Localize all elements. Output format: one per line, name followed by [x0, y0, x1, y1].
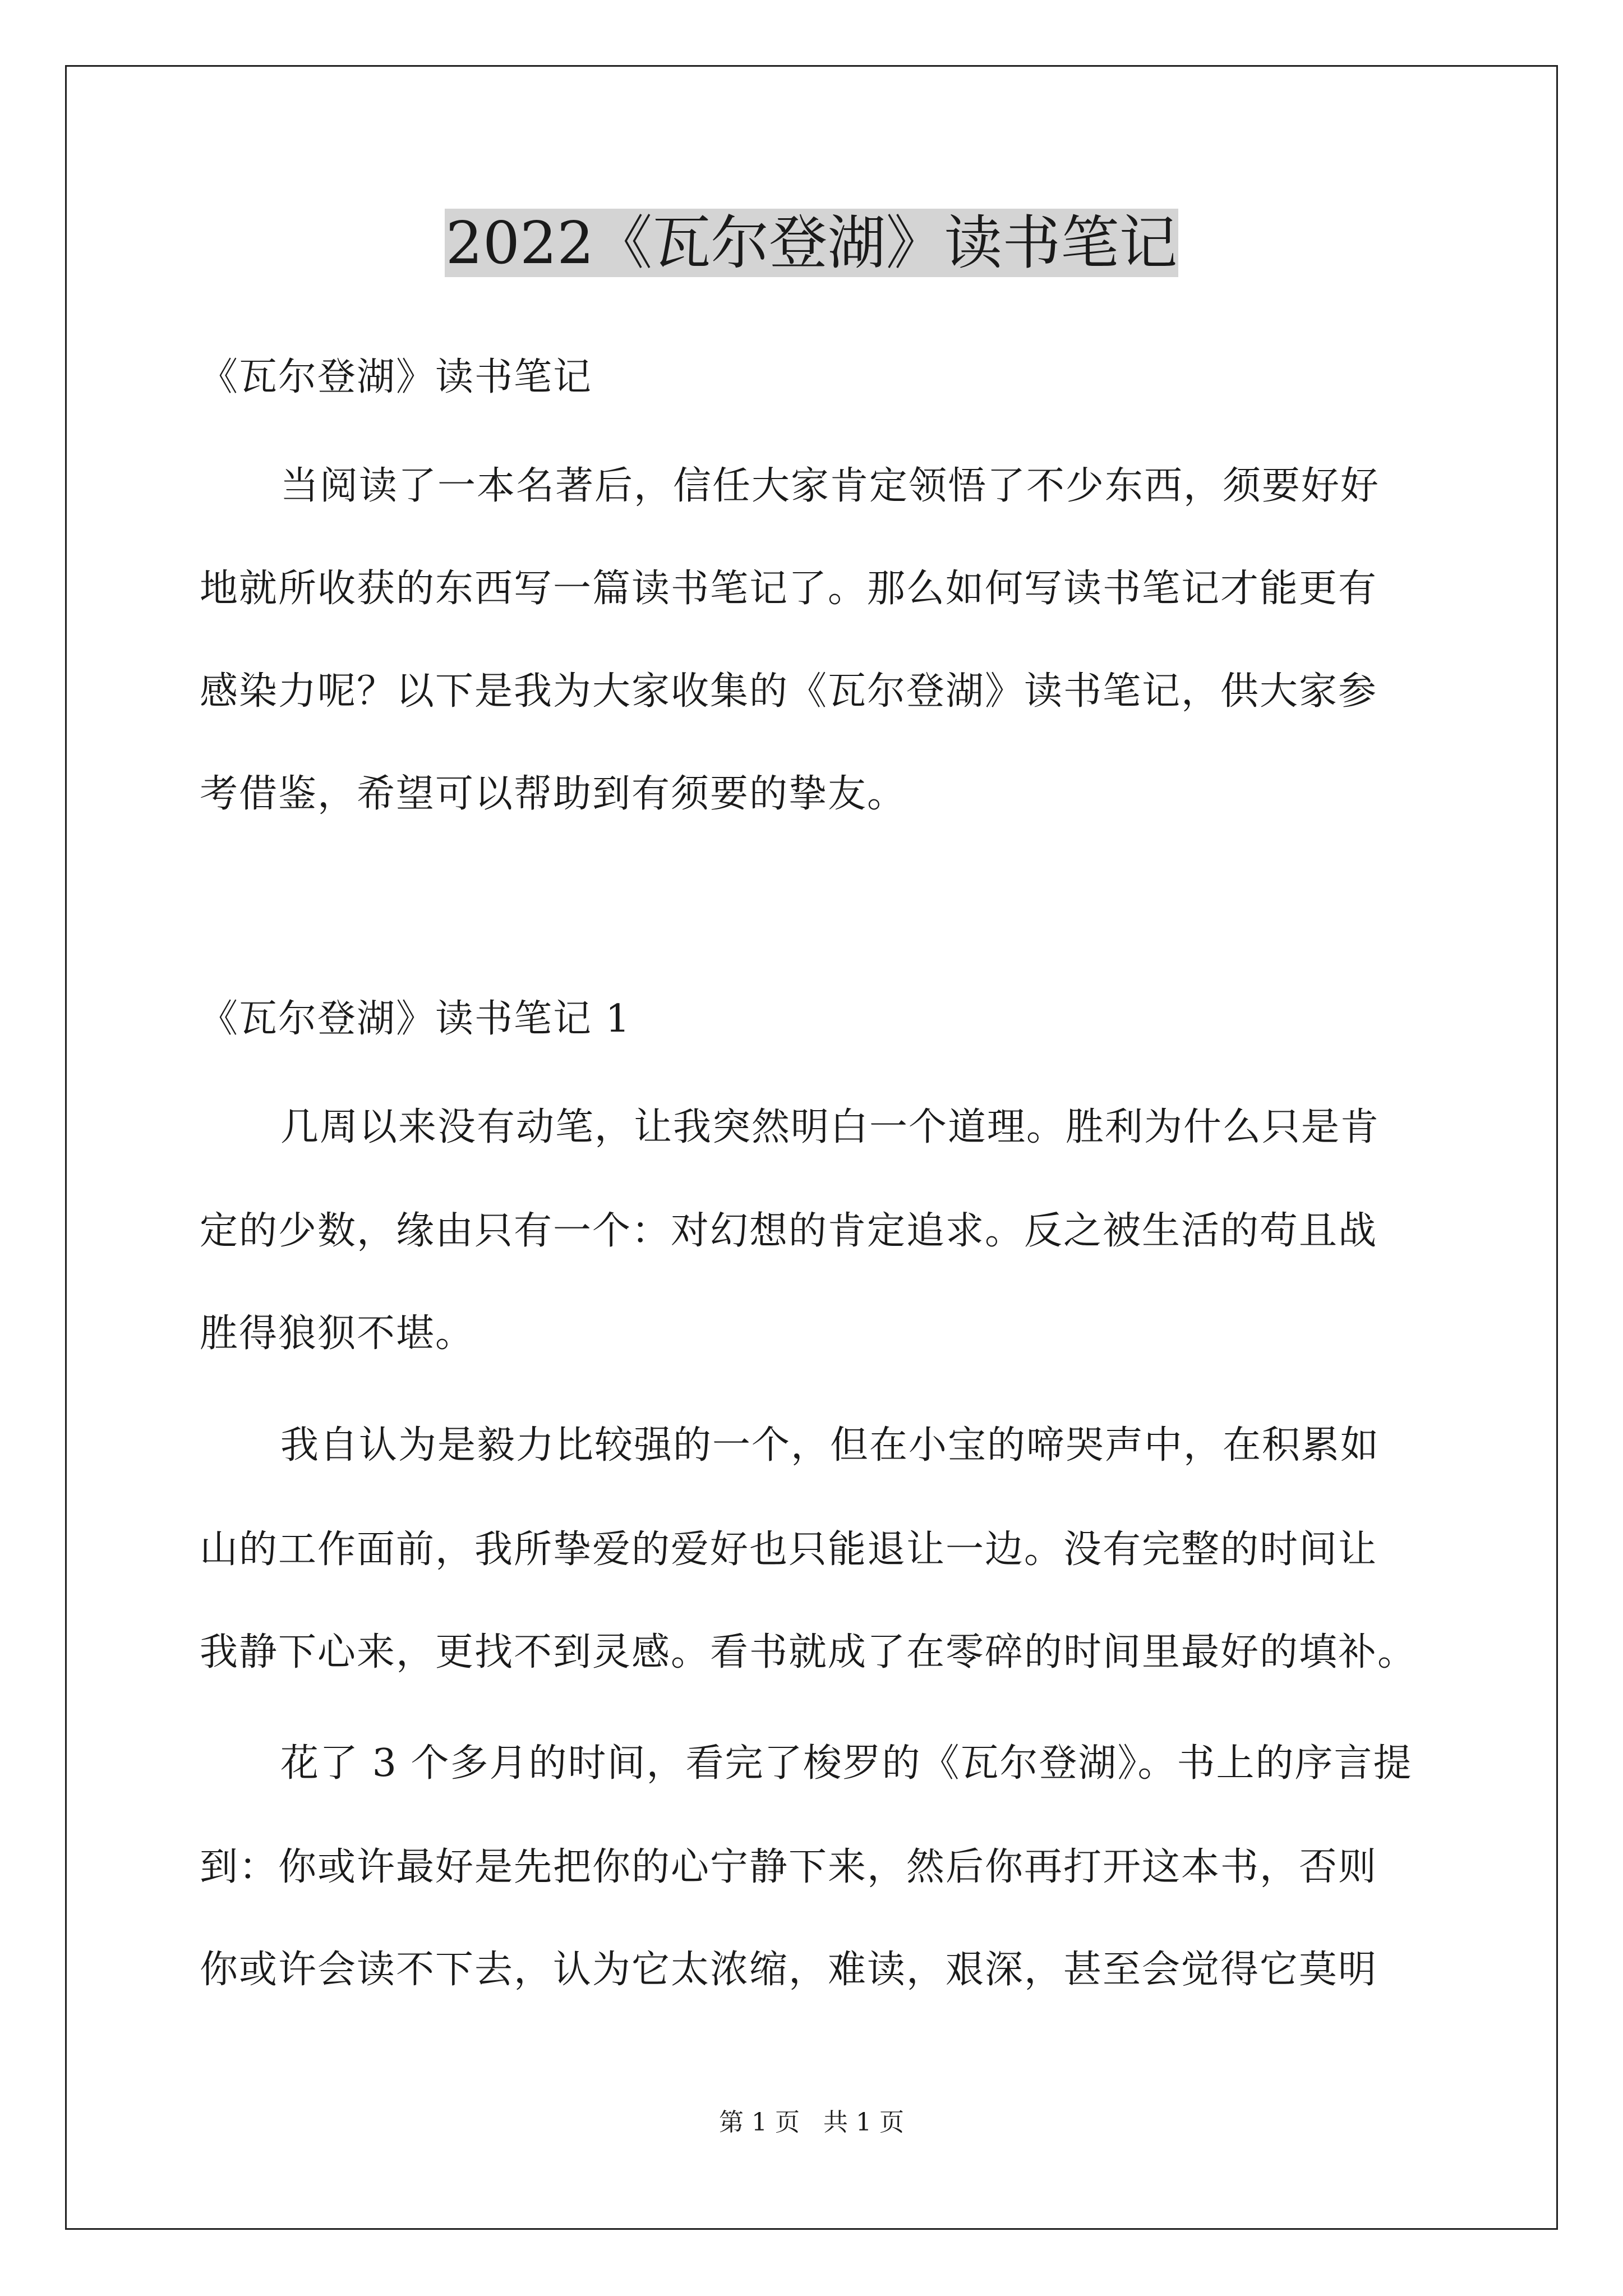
para1-line-3: 胜得狼狈不堪。 — [200, 1312, 475, 1356]
para2-line-3: 我静下心来，更找不到灵感。看书就成了在零碎的时间里最好的填补。 — [200, 1630, 1417, 1674]
para3-line-2: 到：你或许最好是先把你的心宁静下来，然后你再打开这本书，否则 — [200, 1845, 1378, 1889]
intro-line-2: 地就所收获的东西写一篇读书笔记了。那么如何写读书笔记才能更有 — [200, 567, 1378, 611]
document-title — [0, 206, 1623, 279]
para1-line-1: 几周以来没有动笔，让我突然明白一个道理。胜利为什么只是肯 — [280, 1105, 1380, 1149]
page-footer: 第 1 页 共 1 页 — [719, 2108, 904, 2137]
intro-line-1: 当阅读了一本名著后，信任大家肯定领悟了不少东西，须要好好 — [280, 464, 1380, 508]
section-heading-1: 《瓦尔登湖》读书笔记 1 — [200, 997, 631, 1041]
para1-line-2: 定的少数，缘由只有一个：对幻想的肯定追求。反之被生活的苟且战 — [200, 1209, 1378, 1253]
para2-line-2: 山的工作面前，我所挚爱的爱好也只能退让一边。没有完整的时间让 — [200, 1527, 1378, 1572]
subtitle-heading: 《瓦尔登湖》读书笔记 — [200, 355, 593, 399]
intro-line-3: 感染力呢？以下是我为大家收集的《瓦尔登湖》读书笔记，供大家参 — [200, 669, 1378, 714]
para3-line-1: 花了 3 个多月的时间，看完了梭罗的《瓦尔登湖》。书上的序言提 — [280, 1741, 1413, 1786]
para3-line-3: 你或许会读不下去，认为它太浓缩，难读，艰深，甚至会觉得它莫明 — [200, 1948, 1378, 1992]
document-title-text: 2022《瓦尔登湖》读书笔记 — [445, 209, 1178, 277]
intro-line-4: 考借鉴，希望可以帮助到有须要的挚友。 — [200, 772, 907, 816]
para2-line-1: 我自认为是毅力比较强的一个，但在小宝的啼哭声中，在积累如 — [280, 1423, 1380, 1467]
